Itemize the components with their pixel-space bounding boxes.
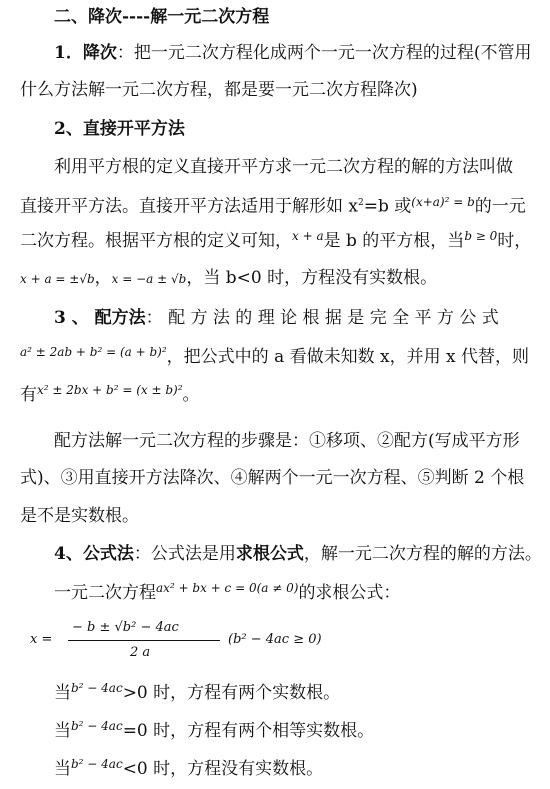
paragraph-line [20,384,200,407]
formula-x-plus-a: x + a [292,229,324,243]
paragraph-text: 利用平方根的定义直接开平方求一元二次方程的解的方法叫做 [54,157,513,177]
formula-general-quadratic: ax² + bx + c = 0(a ≠ 0) [156,581,299,595]
paragraph-text: ：公式法是用 [133,544,236,564]
paragraph-descending [54,42,531,64]
paragraph-text: ， [94,268,112,288]
paragraph-text: >0 时，方程有两个实数根。 [122,683,341,703]
formula-square-identity-x: x² ± 2bx + b² = (x ± b)² [37,383,183,397]
emphasis-root-formula: 求根公式 [235,544,304,564]
formula-square-identity: a² ± 2ab + b² = (a + b)² [20,345,167,359]
section-heading: 二、降次----解一元二次方程 [54,7,270,27]
paragraph-text: 的一元 [474,196,526,217]
formula-condition: (b² − 4ac ≥ 0) [228,632,322,647]
fraction-bar [68,640,220,641]
subheading-direct-root: 2、直接开平方法 [54,119,185,139]
paragraph-line [54,582,400,605]
paragraph-text: 是不是实数根。 [20,506,139,526]
paragraph-text: 。 [182,385,200,405]
paragraph-text: <0 时，方程没有实数根。 [122,759,324,779]
paragraph-text: 时， [497,231,532,251]
paragraph-formula-method [54,543,542,565]
case-negative [54,758,323,781]
paragraph-text: 配方法解一元二次方程的步骤是：①移项、②配方(写成平方形 [54,431,520,451]
formula-discriminant: b² − 4ac [71,757,123,771]
paragraph-text: ，当 b<0 时，方程没有实数根。 [186,268,438,288]
paragraph-text: ：把一元二次方程化成两个一元一次方程的过程(不管用 [116,43,532,63]
term-label: 3 、 配方法 [54,308,146,328]
paragraph-text: 当 [54,759,71,779]
formula-discriminant: b² − 4ac [71,681,123,695]
formula-denominator: 2 a [130,645,151,660]
formula-numerator: − b ± √b² − 4ac [72,620,179,635]
paragraph-completing-square [54,307,499,329]
paragraph-text: 当 [54,721,71,741]
paragraph-text: ，解一元二次方程的解的方法。 [303,544,542,564]
formula-b-nonneg: b ≥ 0 [464,229,498,243]
paragraph-text: =b 或 [363,196,412,217]
paragraph-text: ： 配 方 法 的 理 论 根 据 是 完 全 平 方 公 式 [145,308,499,328]
paragraph-text: 是 b 的平方根，当 [323,231,465,251]
paragraph-line [20,346,529,369]
paragraph-text: =0 时，方程有两个相等实数根。 [122,721,375,741]
paragraph-line [20,192,526,219]
formula-root-2: x = −a ± √b [111,272,187,286]
paragraph-text: 什么方法解一元二次方程，都是要一元二次方程降次) [20,80,418,100]
paragraph-text: 二次方程。根据平方根的定义可知， [20,231,292,251]
paragraph-text: 有 [20,385,37,405]
paragraph-line [20,267,437,290]
superscript: 2 [358,198,364,208]
paragraph-line [20,230,531,253]
formula-root-1: x + a = ±√b [20,272,95,286]
case-zero [54,720,374,743]
paragraph-text: 直接开平方法。直接开平方法适用于解形如 x [20,196,358,217]
paragraph-text: ，把公式中的 a 看做未知数 x，并用 x 代替，则 [166,347,530,367]
formula-discriminant: b² − 4ac [71,719,123,733]
formula-square-form: (x+a)² = b [411,194,475,209]
case-positive [54,682,340,705]
paragraph-text: 当 [54,683,71,703]
paragraph-text: 式)、③用直接开方法降次、④解两个一元一次方程、⑤判断 2 个根 [20,468,525,488]
paragraph-text: 的求根公式： [298,583,401,603]
formula-x-equals: x = [30,632,53,647]
term-label: 1．降次 [54,43,117,63]
term-label: 4、公式法 [54,544,134,564]
paragraph-text: 一元二次方程 [54,583,156,603]
